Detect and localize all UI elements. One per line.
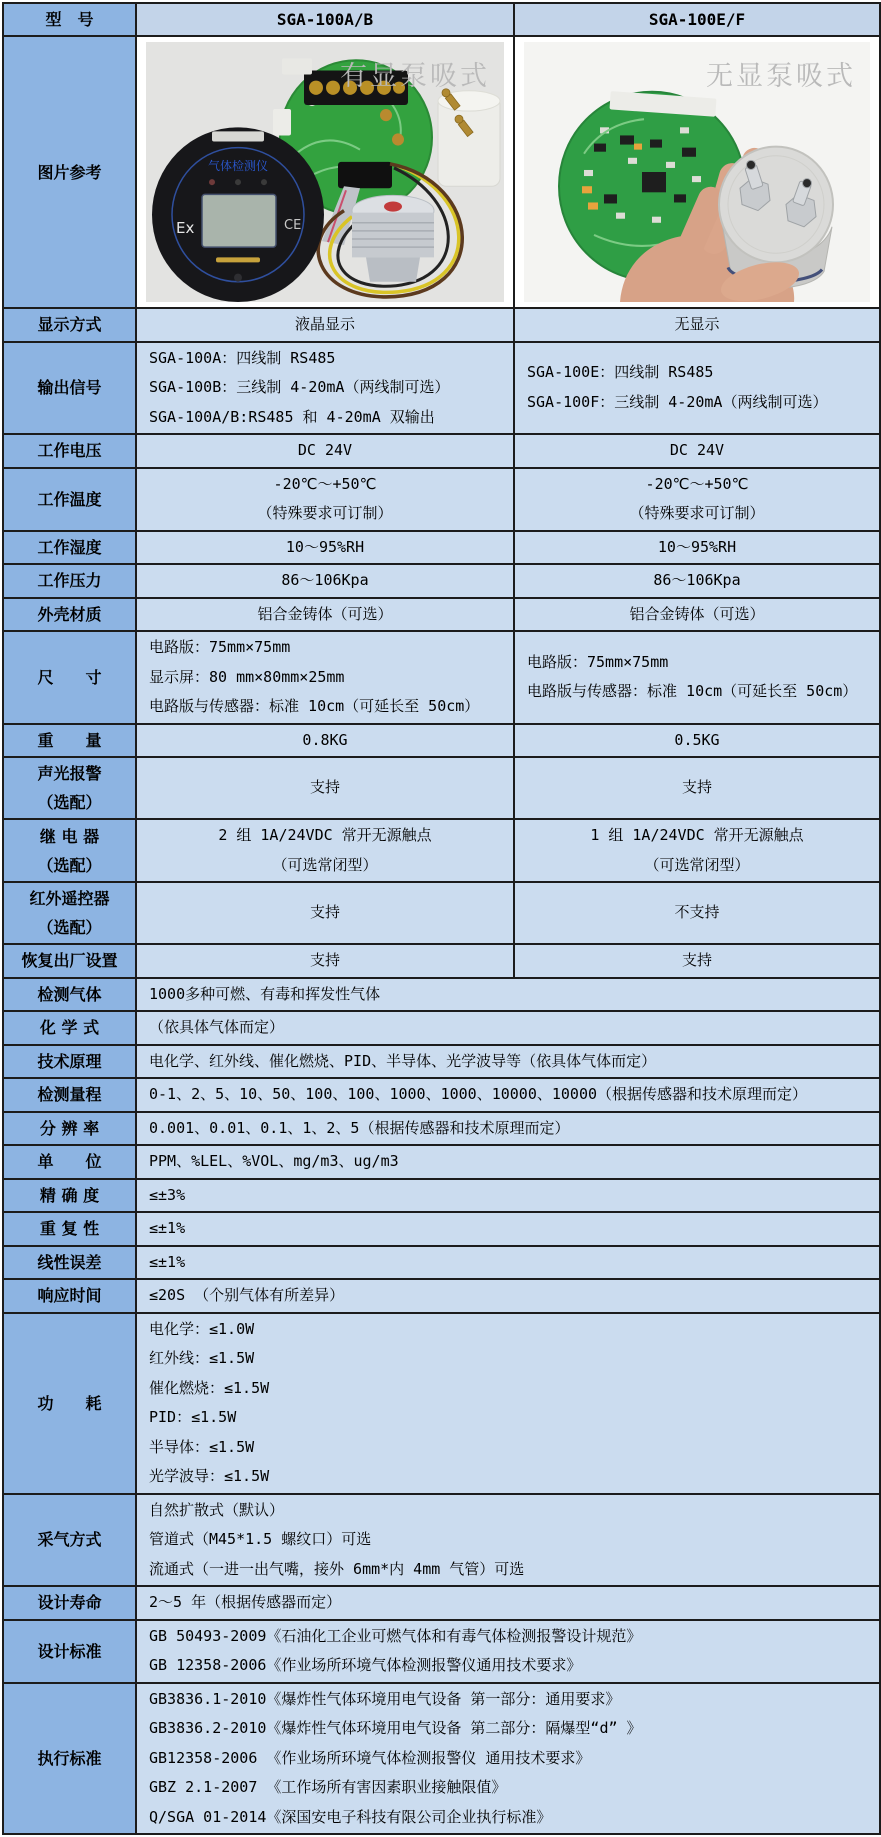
row-label-working-pressure [3,564,136,598]
spec-row-audible-visual-alarm [3,757,880,819]
spec-row-chemical-formula [3,1011,880,1045]
row-label-line: 重 量 [37,730,102,750]
spec-value-line: 流通式（一进一出气嘴，接外 6mm*内 4mm 气管）可选 [149,1559,525,1578]
spec-value [136,1045,880,1079]
row-label-line: 尺 寸 [37,667,102,687]
spec-value [136,1279,880,1313]
spec-value-line: 0.001、0.01、0.1、1、2、5（根据传感器和技术原理而定） [149,1118,570,1137]
spec-value-line: GBZ 2.1-2007 《工作场所有害因素职业接触限值》 [149,1778,507,1796]
row-label-working-temperature [3,468,136,531]
spec-value-line: 电化学：≤1.0W [149,1319,255,1338]
model-row [3,3,880,36]
spec-value [136,1078,880,1112]
row-label-line: 输出信号 [37,378,102,398]
row-label-sampling-method [3,1494,136,1587]
photo-cell-pump-display [136,36,514,308]
row-label-line: 外壳材质 [37,604,102,624]
row-label-working-voltage [3,434,136,468]
spec-value-line: GB 50493-2009《石油化工企业可燃气体和有毒气体检测报警设计规范》 [149,1626,642,1645]
spec-row-executive-standards [3,1683,880,1835]
spec-value-line: DC 24V [669,441,725,459]
spec-value-line: 支持 [309,903,340,922]
row-label-power-consumption [3,1313,136,1494]
row-label-line: 检测气体 [37,984,102,1004]
spec-value [136,598,514,632]
spec-value [136,1246,880,1280]
spec-value-line: 86～106Kpa [653,571,741,589]
spec-value-line: 不支持 [674,903,720,922]
spec-value-line: 电路版：75mm×75mm [149,638,291,656]
photo-cell-no-display [514,36,880,308]
spec-row-design-standards [3,1620,880,1683]
spec-value [136,882,514,944]
spec-value [514,757,880,819]
spec-value-line: SGA-100A/B:RS485 和 4-20mA 双输出 [149,407,435,426]
spec-table [2,2,881,1835]
spec-row-repeatability [3,1212,880,1246]
spec-value-line: SGA-100B：三线制 4-20mA（两线制可选） [149,378,450,396]
spec-value [136,1586,880,1620]
row-label-line: 显示方式 [37,315,102,335]
spec-value-line: GB3836.1-2010《爆炸性气体环境用电气设备 第一部分：通用要求》 [149,1689,621,1708]
model-name-b: SGA-100E/F [514,3,880,36]
spec-row-detected-gases [3,978,880,1012]
spec-value [136,1011,880,1045]
row-label-line: 恢复出厂设置 [21,951,118,971]
spec-value-line: 电路版与传感器：标准 10cm（可延长至 50cm） [149,697,480,715]
spec-value-line: 支持 [681,951,712,969]
spec-value-line: 10～95%RH [657,537,737,556]
spec-row-factory-reset [3,944,880,978]
spec-value-line: PID：≤1.5W [149,1408,237,1426]
spec-value [136,819,514,882]
spec-value [136,757,514,819]
spec-value [136,531,514,565]
model-row-label: 型 号 [3,3,136,36]
spec-value-line: （可选常闭型） [644,855,750,874]
spec-value-line: 0.8KG [302,730,348,749]
spec-value [514,598,880,632]
row-label-ir-remote [3,882,136,944]
spec-value-line: 催化燃烧：≤1.5W [149,1378,270,1397]
spec-value-line: 10～95%RH [285,537,365,556]
spec-value [136,434,514,468]
model-name-a: SGA-100A/B [136,3,514,36]
row-label-line: 继 电 器 [39,826,100,846]
spec-value [514,882,880,944]
row-label-accuracy [3,1179,136,1213]
spec-value [136,1620,880,1683]
product-photo-with-display [146,42,504,302]
row-label-unit [3,1145,136,1179]
photo-watermark-right: 无显泵吸式 [706,61,856,92]
row-label-line: （选配） [37,793,102,812]
row-label-line: 检测量程 [37,1085,102,1105]
spec-row-relay [3,819,880,882]
row-label-linearity-error [3,1246,136,1280]
spec-value-line: 支持 [309,951,340,969]
spec-row-display-mode [3,308,880,342]
spec-value-line: SGA-100F：三线制 4-20mA（两线制可选） [527,392,828,411]
row-label-line: 分 辨 率 [39,1118,100,1138]
spec-value-line: 铝合金铸体（可选） [257,604,393,623]
spec-row-power-consumption [3,1313,880,1494]
spec-value-line: 2 组 1A/24VDC 常开无源触点 [218,826,432,844]
spec-value-line: 1 组 1A/24VDC 常开无源触点 [590,826,804,844]
row-label-line: 执行标准 [37,1748,102,1768]
spec-row-output-signal [3,342,880,435]
row-label-resolution [3,1112,136,1146]
detector-ex-mark: Ex [176,218,195,237]
spec-value-line: 86～106Kpa [281,571,369,589]
spec-value-line: ≤±1% [149,1252,186,1271]
spec-value-line: 2～5 年（根据传感器而定） [149,1593,342,1611]
spec-value [514,819,880,882]
spec-row-accuracy [3,1179,880,1213]
row-label-dimensions [3,631,136,724]
spec-value [136,724,514,758]
row-label-line: 工作湿度 [37,537,102,557]
spec-value [136,564,514,598]
spec-value-line: 支持 [681,778,712,797]
spec-value [136,1494,880,1587]
spec-value-line: 0-1、2、5、10、50、100、100、1000、1000、10000、10000（根据传感器和技术原理而定） [149,1085,808,1103]
spec-value-line: （依具体气体而定） [149,1018,285,1036]
spec-value [136,468,514,531]
row-label-line: 声光报警 [37,764,102,783]
spec-value-line: SGA-100E：四线制 RS485 [527,363,714,382]
product-photo-no-display [524,42,870,302]
spec-value-line: SGA-100A：四线制 RS485 [149,348,336,367]
row-label-line: （选配） [37,918,102,937]
row-label-relay [3,819,136,882]
spec-value-line: 无显示 [674,315,720,333]
row-label-line: 红外遥控器 [29,889,110,908]
spec-value-line: ≤20S （个别气体有所差异） [149,1286,345,1304]
spec-value-line: 管道式（M45*1.5 螺纹口）可选 [149,1530,372,1548]
detector-brand-text: 气体检测仪 [208,158,268,173]
row-label-line: （选配） [37,855,102,875]
spec-value [136,1683,880,1835]
spec-value-line: -20℃～+50℃ [273,474,377,493]
spec-value-line: 显示屏：80 mm×80mm×25mm [149,667,345,686]
row-label-response-time [3,1279,136,1313]
spec-value [136,631,514,724]
row-label-line: 单 位 [37,1152,102,1172]
row-label-audible-visual-alarm [3,757,136,819]
row-label-line: 设计标准 [37,1641,102,1661]
image-row [3,36,880,308]
detector-ce-mark: CE [284,217,302,233]
row-label-executive-standards [3,1683,136,1835]
spec-value [514,308,880,342]
spec-value [514,531,880,565]
row-label-detected-gases [3,978,136,1012]
spec-value-line: 铝合金铸体（可选） [629,604,765,623]
spec-row-working-humidity [3,531,880,565]
row-label-output-signal [3,342,136,435]
spec-value-line: ≤±3% [149,1185,186,1204]
row-label-line: 采气方式 [37,1530,102,1550]
spec-value-line: -20℃～+50℃ [645,474,749,493]
spec-value-line: 光学波导：≤1.5W [149,1467,270,1485]
spec-row-resolution [3,1112,880,1146]
spec-value-line: （可选常闭型） [272,855,378,874]
row-label-weight [3,724,136,758]
spec-value [136,308,514,342]
row-label-chemical-formula [3,1011,136,1045]
spec-value-line: DC 24V [297,441,353,459]
spec-value-line: PPM、%LEL、%VOL、mg/m3、ug/m3 [149,1152,399,1170]
photo-watermark-left: 有显泵吸式 [340,61,490,92]
spec-value [514,468,880,531]
spec-value-line: 0.5KG [674,730,720,749]
spec-row-working-pressure [3,564,880,598]
row-label-factory-reset [3,944,136,978]
row-label-line: 功 耗 [37,1393,102,1413]
row-label-working-humidity [3,531,136,565]
row-label-line: 精 确 度 [39,1185,100,1205]
row-label-line: 重 复 性 [39,1219,100,1239]
spec-row-dimensions [3,631,880,724]
spec-value [136,1212,880,1246]
row-label-line: 响应时间 [37,1286,102,1306]
spec-value [514,631,880,724]
spec-value-line: 自然扩散式（默认） [149,1500,285,1519]
spec-value [136,1313,880,1494]
spec-value-line: GB3836.2-2010《爆炸性气体环境用电气设备 第二部分：隔爆型“d” 》 [149,1719,642,1737]
row-label-technical-principle [3,1045,136,1079]
spec-value-line: 电路版与传感器：标准 10cm（可延长至 50cm） [527,682,858,701]
row-label-line: 技术原理 [37,1051,102,1071]
spec-value [136,342,514,435]
spec-value [136,1112,880,1146]
spec-value-line: （特殊要求可订制） [629,504,765,522]
spec-value [514,434,880,468]
spec-row-unit [3,1145,880,1179]
spec-row-working-voltage [3,434,880,468]
spec-value-line: 半导体：≤1.5W [149,1437,255,1456]
spec-row-shell-material [3,598,880,632]
spec-value-line: 电路版：75mm×75mm [527,652,669,671]
spec-rows-body [3,308,880,1834]
row-label-line: 工作温度 [37,489,102,509]
row-label-design-life [3,1586,136,1620]
spec-value-line: Q/SGA 01-2014《深国安电子科技有限公司企业执行标准》 [149,1807,552,1826]
spec-value-line: 液晶显示 [294,315,355,333]
spec-row-ir-remote [3,882,880,944]
spec-value-line: GB12358-2006 《作业场所环境气体检测报警仪 通用技术要求》 [149,1748,591,1767]
spec-value-line: （特殊要求可订制） [257,504,393,522]
row-label-repeatability [3,1212,136,1246]
spec-row-response-time [3,1279,880,1313]
row-label-design-standards [3,1620,136,1683]
row-label-display-mode [3,308,136,342]
spec-value [514,564,880,598]
spec-value-line: GB 12358-2006《作业场所环境气体检测报警仪通用技术要求》 [149,1656,582,1674]
row-label-line: 化 学 式 [39,1018,100,1038]
spec-row-weight [3,724,880,758]
spec-value [136,944,514,978]
spec-value [514,724,880,758]
row-label-line: 工作压力 [37,571,102,591]
spec-value-line: ≤±1% [149,1219,186,1237]
row-label-shell-material [3,598,136,632]
spec-row-linearity-error [3,1246,880,1280]
spec-value-line: 红外线：≤1.5W [149,1349,255,1367]
row-label-line: 工作电压 [37,441,102,461]
spec-value [136,1145,880,1179]
spec-row-working-temperature [3,468,880,531]
row-label-line: 线性误差 [37,1252,102,1272]
spec-value-line: 1000多种可燃、有毒和挥发性气体 [149,984,381,1003]
spec-value [514,944,880,978]
spec-value-line: 电化学、红外线、催化燃烧、PID、半导体、光学波导等（依具体气体而定） [149,1051,657,1070]
row-label-detection-range [3,1078,136,1112]
row-label-line: 设计寿命 [37,1593,102,1613]
spec-row-technical-principle [3,1045,880,1079]
spec-row-sampling-method [3,1494,880,1587]
spec-value [136,1179,880,1213]
spec-value [136,978,880,1012]
image-row-label: 图片参考 [3,36,136,308]
spec-value [514,342,880,435]
spec-value-line: 支持 [309,778,340,797]
spec-row-detection-range [3,1078,880,1112]
spec-row-design-life [3,1586,880,1620]
